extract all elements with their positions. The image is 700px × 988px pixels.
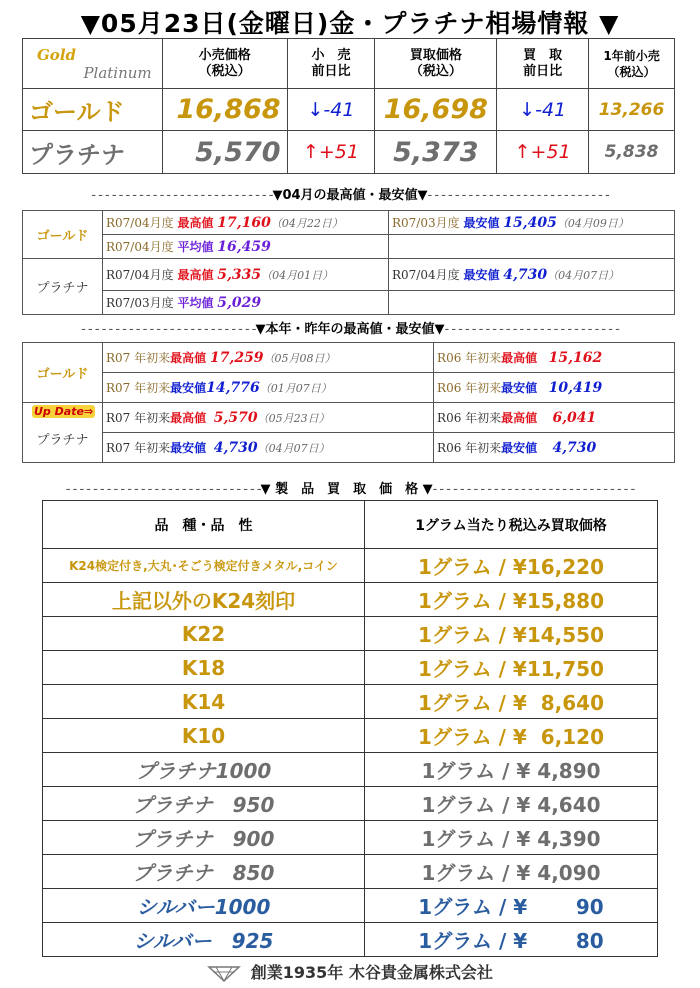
page-title: ▼05月23日(金曜日)金・プラチナ相場情報 ▼: [80, 9, 620, 38]
yearly-gold-r06-high: R06 年初来最高値 15,162: [434, 343, 675, 373]
section-monthly-heading: - - - - - - - - - - - - - - - - - - - - - - - - - - -▼04月の最高値・最安値▼- - - - - - - - - - - - - - - - - - - - - - - - - - -: [91, 188, 609, 203]
monthly-gold-label: ゴールド: [23, 211, 103, 259]
gold-retail: 16,868: [162, 89, 287, 131]
header-retail-diff: 小 売 前日比: [287, 39, 375, 89]
gold-name: ゴールド: [23, 89, 163, 131]
monthly-platinum-low: R07/04月度 最安値 4,730（04月07日）: [389, 259, 675, 291]
table-row: K22 1グラム / ¥14,550: [43, 617, 658, 651]
platinum-year-ago: 5,838: [589, 131, 675, 174]
yearly-platinum-r06-high: R06 年初来最高値 6,041: [434, 403, 675, 433]
table-row: プラチナ 900 1グラム / ¥ 4,390: [43, 821, 658, 855]
table-row: K24検定付き,大丸･そごう検定付きメタル,コイン 1グラム / ¥16,220: [43, 549, 658, 583]
yearly-platinum-r07-high: R07 年初来最高値 5,570（05月23日）: [103, 403, 434, 433]
yearly-gold-r07-high: R07 年初来最高値 17,259（05月08日）: [103, 343, 434, 373]
table-row: シルバー1000 1グラム / ¥ 90: [43, 889, 658, 923]
platinum-name: プラチナ: [23, 131, 163, 174]
section-yearly-heading: - - - - - - - - - - - - - - - - - - - - - - - - - -▼本年・昨年の最高値・最安値▼- - - - - - - - - - - - - - - - - - - - - - - - - -: [81, 322, 619, 337]
footer: [0, 960, 700, 983]
table-row: 上記以外のK24刻印 1グラム / ¥15,880: [43, 583, 658, 617]
products-col-kind: 品 種・品 性: [43, 501, 365, 549]
table-row: K10 1グラム / ¥ 6,120: [43, 719, 658, 753]
yearly-platinum-r06-low: R06 年初来最安値 4,730: [434, 433, 675, 463]
section-products-heading: - - - - - - - - - - - - - - - - - - - - - - - - - - - - -▼ 製 品 買 取 価 格 ▼- - - - - - - - - - - - - - - - - - - - - - - - - - - - - -: [65, 482, 635, 497]
price-table: [22, 38, 675, 174]
gold-year-ago: 13,266: [589, 89, 675, 131]
table-row: プラチナ 950 1グラム / ¥ 4,640: [43, 787, 658, 821]
monthly-platinum-avg: R07/03月度 平均値 5,029: [103, 291, 389, 315]
monthly-gold-high: R07/04月度 最高値 17,160（04月22日）: [103, 211, 389, 235]
monthly-gold-low: R07/03月度 最安値 15,405（04月09日）: [389, 211, 675, 235]
yearly-platinum-r07-low: R07 年初来最安値 4,730（04月07日）: [103, 433, 434, 463]
header-retail: 小売価格 （税込）: [162, 39, 287, 89]
yearly-gold-r07-low: R07 年初来最安値14,776（01月07日）: [103, 373, 434, 403]
platinum-retail: 5,570: [162, 131, 287, 174]
table-row: プラチナ 850 1グラム / ¥ 4,090: [43, 855, 658, 889]
yearly-gold-r06-low: R06 年初来最安値 10,419: [434, 373, 675, 403]
yearly-gold-label: ゴールド: [23, 343, 103, 403]
gold-buy: 16,698: [375, 89, 497, 131]
company-logo-icon: [207, 965, 241, 983]
products-col-price: 1グラム当たり税込み買取価格: [365, 501, 658, 549]
table-row: シルバー 925 1グラム / ¥ 80: [43, 923, 658, 957]
table-row: K14 1グラム / ¥ 8,640: [43, 685, 658, 719]
platinum-buy-diff: ↑+51: [497, 131, 589, 174]
table-row: プラチナ1000 1グラム / ¥ 4,890: [43, 753, 658, 787]
table-row: K18 1グラム / ¥11,750: [43, 651, 658, 685]
products-table: [42, 500, 658, 957]
header-buy-diff: 買 取 前日比: [497, 39, 589, 89]
monthly-platinum-label: プラチナ: [23, 259, 103, 315]
update-badge: Up Date⇒: [34, 405, 94, 418]
header-buy: 買取価格 （税込）: [375, 39, 497, 89]
platinum-buy: 5,373: [375, 131, 497, 174]
yearly-table: [22, 342, 675, 463]
monthly-platinum-high: R07/04月度 最高値 5,335（04月01日）: [103, 259, 389, 291]
monthly-gold-avg: R07/04月度 平均値 16,459: [103, 235, 389, 259]
company-name: 創業1935年 木谷貴金属株式会社: [250, 963, 493, 982]
platinum-retail-diff: ↑+51: [287, 131, 375, 174]
gold-retail-diff: ↓-41: [287, 89, 375, 131]
logo: Gold Platinum: [23, 39, 163, 89]
header-year-ago: 1年前小売 （税込）: [589, 39, 675, 89]
monthly-table: [22, 210, 675, 315]
yearly-platinum-label: プラチナ: [23, 403, 103, 463]
gold-buy-diff: ↓-41: [497, 89, 589, 131]
